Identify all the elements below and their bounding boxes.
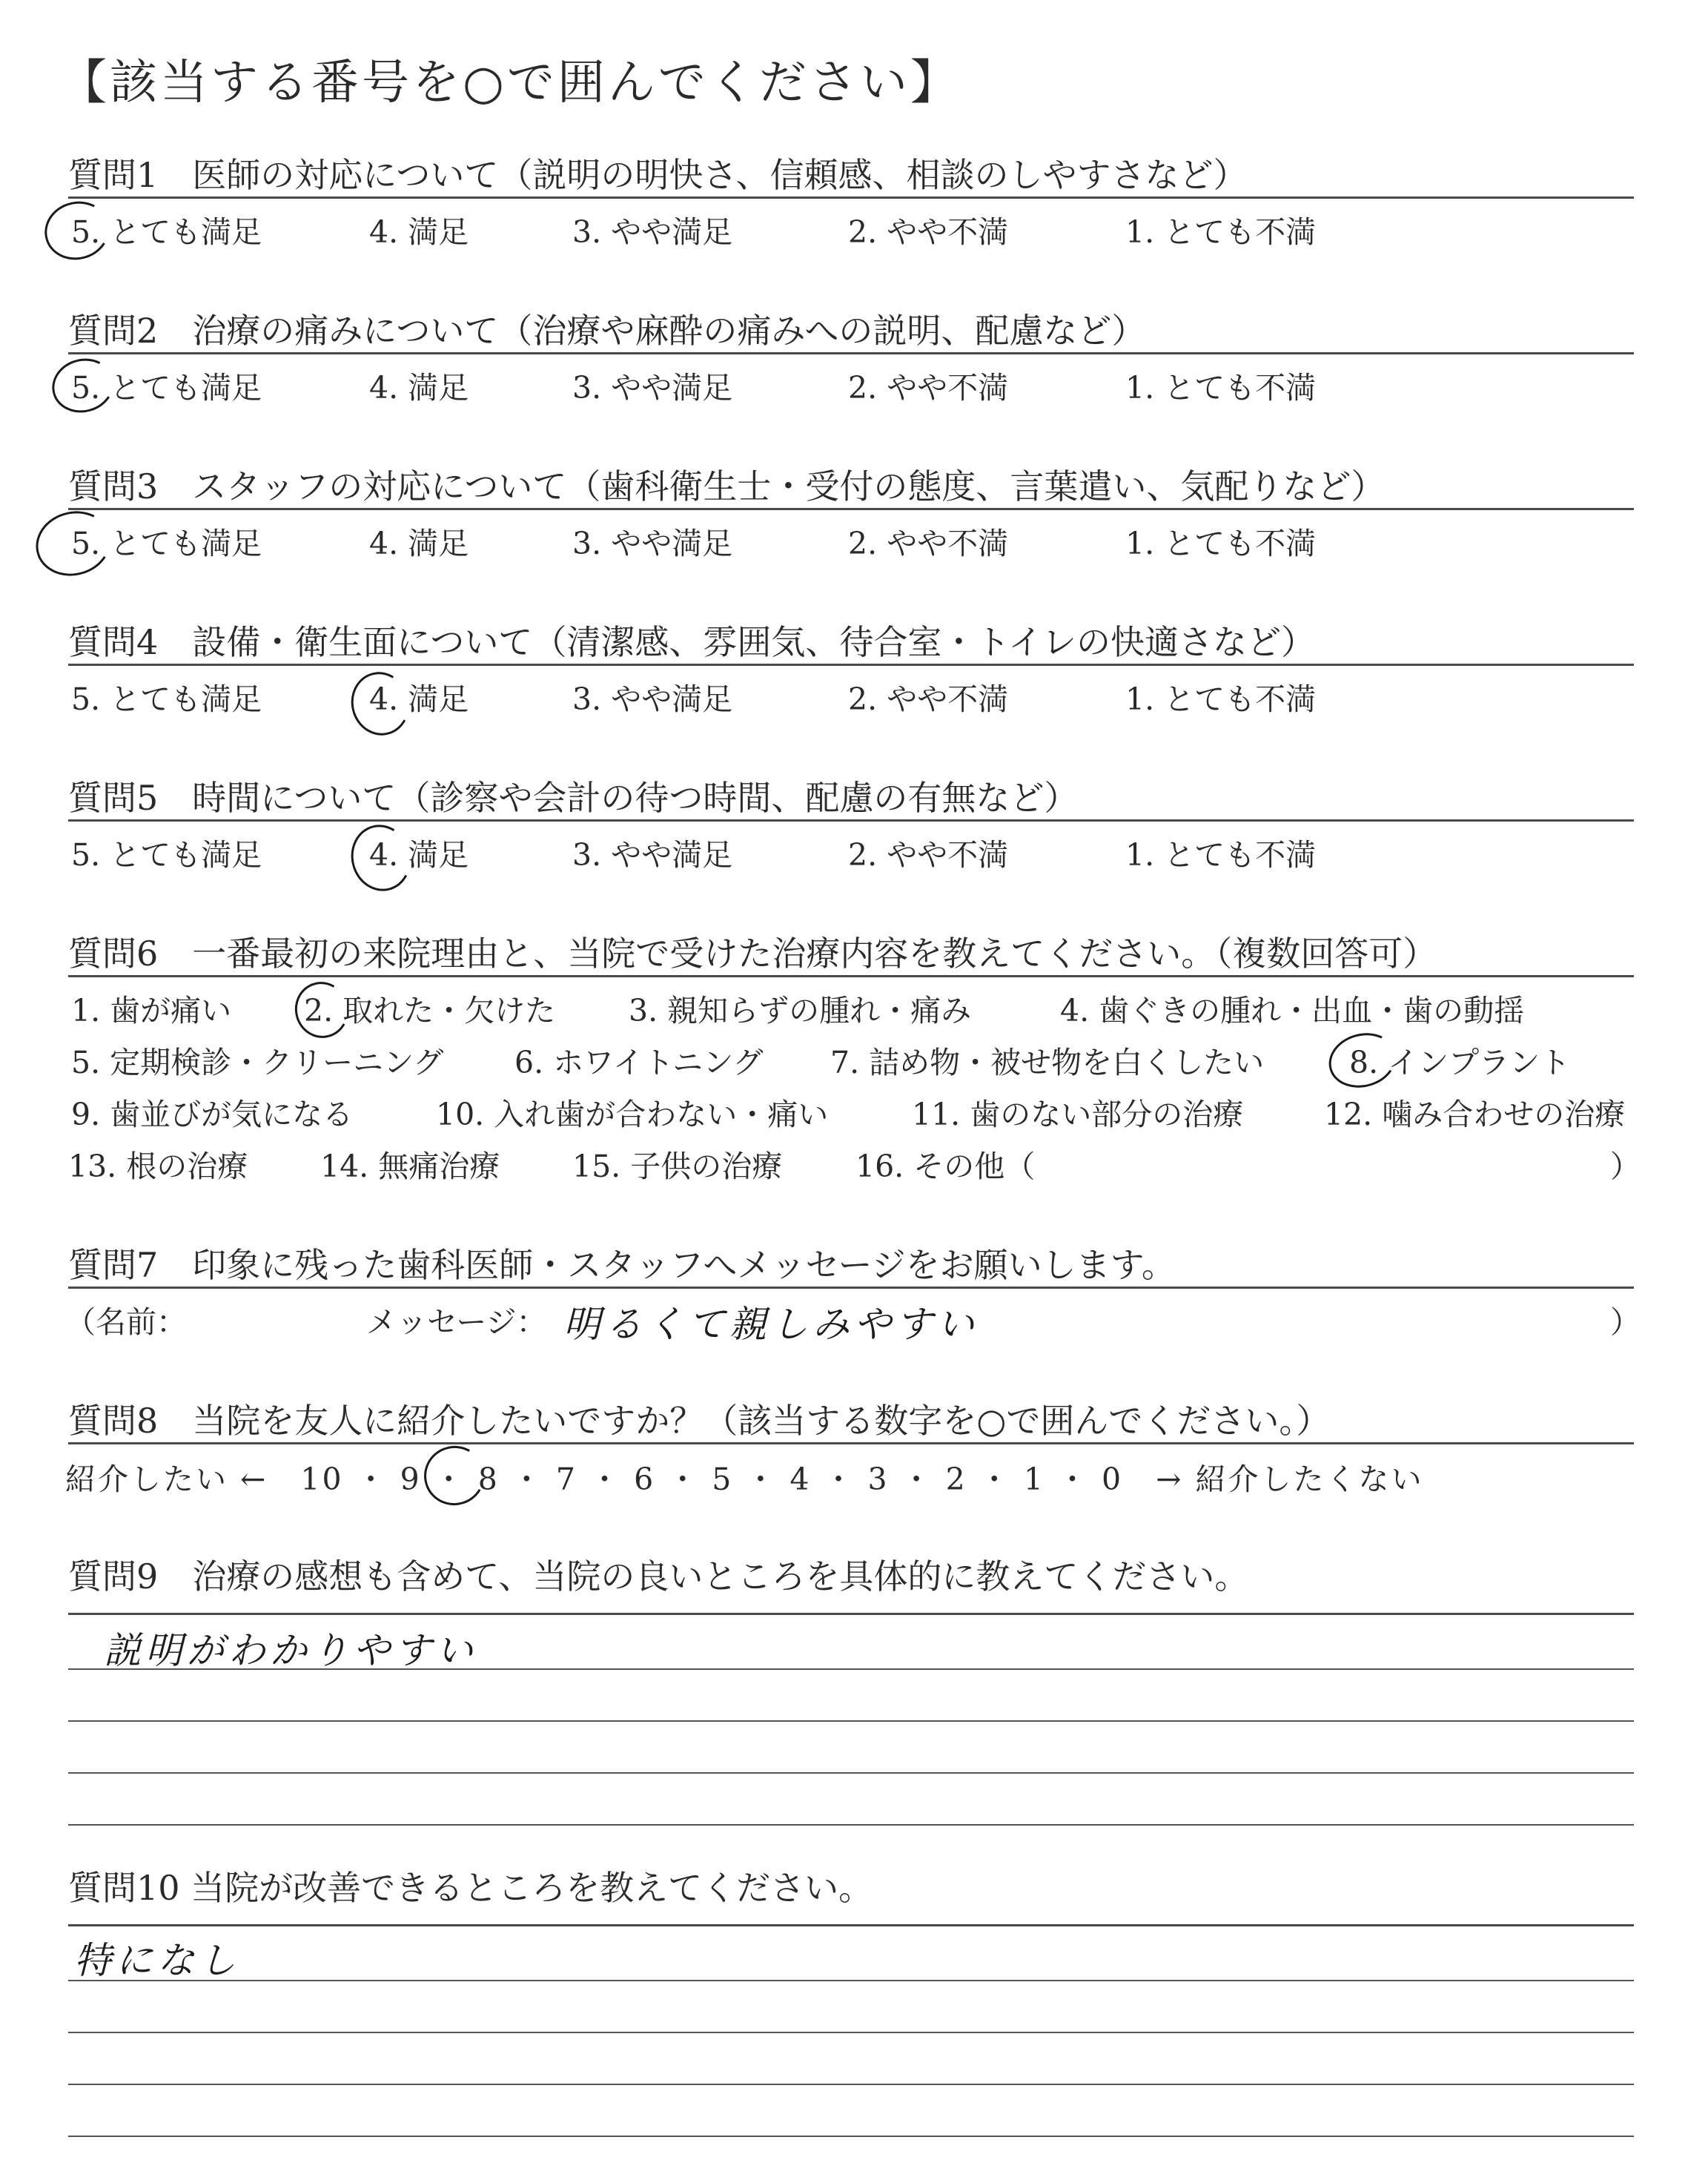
q3-option-1[interactable]: 1. とても不満 — [1125, 526, 1317, 561]
q2-option-4[interactable]: 4. 満足 — [369, 370, 469, 406]
q10-writing-line-4 — [68, 2136, 1634, 2137]
q7-title: 質問7 印象に残った歯科医師・スタッフへメッセージをお願いします。 — [68, 1245, 1176, 1285]
q6-rule — [68, 975, 1634, 977]
q5-option-3[interactable]: 3. やや満足 — [572, 837, 733, 873]
q7-rule — [68, 1287, 1634, 1289]
q5-option-1[interactable]: 1. とても不満 — [1125, 837, 1317, 873]
q6-option-5[interactable]: 5. 定期検診・クリーニング — [71, 1045, 444, 1080]
q4-title: 質問4 設備・衛生面について（清潔感、雰囲気、待合室・トイレの快適さなど） — [68, 622, 1316, 662]
q10-answer-text[interactable]: 特になし — [74, 1939, 240, 1982]
q9-answer-text[interactable]: 説明がわかりやすい — [104, 1629, 477, 1672]
q10-writing-line-2 — [68, 2032, 1634, 2033]
page-header: 【該当する番号を○で囲んでください】 — [59, 56, 961, 110]
q2-option-1[interactable]: 1. とても不満 — [1125, 370, 1317, 406]
q4-option-3[interactable]: 3. やや満足 — [572, 681, 733, 717]
q6-option-1[interactable]: 1. 歯が痛い — [71, 993, 232, 1028]
q2-option-5[interactable]: 5. とても満足 — [71, 370, 262, 406]
q6-option-10[interactable]: 10. 入れ歯が合わない・痛い — [436, 1097, 829, 1132]
q9-writing-line-2 — [68, 1720, 1634, 1722]
q6-option-15[interactable]: 15. 子供の治療 — [572, 1149, 783, 1184]
q7-close-paren: ） — [1610, 1304, 1641, 1340]
q3-option-5[interactable]: 5. とても満足 — [71, 526, 262, 561]
q3-option-4[interactable]: 4. 満足 — [369, 526, 469, 561]
q7-name-label: （名前： — [65, 1304, 187, 1340]
q8-scale[interactable]: 紹介したい ← 10 ・ 9 ・ 8 ・ 7 ・ 6 ・ 5 ・ 4 ・ 3 ・ 2 ・ 1 ・ 0 → 紹介したくない — [65, 1462, 1424, 1497]
q9-writing-line-4 — [68, 1824, 1634, 1826]
q1-option-4[interactable]: 4. 満足 — [369, 214, 469, 250]
q10-rule — [68, 1924, 1634, 1926]
q9-writing-line-1 — [68, 1668, 1634, 1670]
q3-selection-circle — [29, 503, 119, 584]
q9-title: 質問9 治療の感想も含めて、当院の良いところを具体的に教えてください。 — [68, 1556, 1249, 1596]
q9-rule — [68, 1613, 1634, 1615]
q2-rule — [68, 352, 1634, 354]
q8-title: 質問8 当院を友人に紹介したいですか？（該当する数字を○で囲んでください。） — [68, 1401, 1331, 1441]
q4-option-1[interactable]: 1. とても不満 — [1125, 681, 1317, 717]
q3-option-3[interactable]: 3. やや満足 — [572, 526, 733, 561]
q6-option-16[interactable]: 16. その他（ — [855, 1149, 1036, 1184]
q2-option-2[interactable]: 2. やや不満 — [848, 370, 1009, 406]
q3-title: 質問3 スタッフの対応について（歯科衛生士・受付の態度、言葉遣い、気配りなど） — [68, 466, 1386, 506]
q6-option-4[interactable]: 4. 歯ぐきの腫れ・出血・歯の動揺 — [1060, 993, 1525, 1028]
q6-option-8[interactable]: 8. インプラント — [1349, 1045, 1571, 1080]
q1-selection-circle — [38, 194, 116, 267]
q8-selection-circle — [417, 1439, 491, 1512]
q2-option-3[interactable]: 3. やや満足 — [572, 370, 733, 406]
q5-option-4[interactable]: 4. 満足 — [369, 837, 469, 873]
q6-option-14[interactable]: 14. 無痛治療 — [320, 1149, 500, 1184]
q1-option-1[interactable]: 1. とても不満 — [1125, 214, 1317, 250]
q10-writing-line-1 — [68, 1980, 1634, 1981]
q6-option-11[interactable]: 11. 歯のない部分の治療 — [912, 1097, 1244, 1132]
q5-option-2[interactable]: 2. やや不満 — [848, 837, 1009, 873]
q10-title: 質問10 当院が改善できるところを教えてください。 — [68, 1868, 873, 1908]
q6-option-12[interactable]: 12. 噛み合わせの治療 — [1324, 1097, 1626, 1132]
q10-writing-line-3 — [68, 2084, 1634, 2085]
q6-option-3[interactable]: 3. 親知らずの腫れ・痛み — [629, 993, 972, 1028]
q3-rule — [68, 508, 1634, 510]
q4-option-4[interactable]: 4. 満足 — [369, 681, 469, 717]
q6-title: 質問6 一番最初の来院理由と、当院で受けた治療内容を教えてください。（複数回答可） — [68, 934, 1437, 974]
q2-title: 質問2 治療の痛みについて（治療や麻酔の痛みへの説明、配慮など） — [68, 311, 1146, 351]
q6-option-9[interactable]: 9. 歯並びが気になる — [71, 1097, 354, 1132]
q2-selection-circle — [46, 351, 120, 419]
q1-rule — [68, 196, 1634, 199]
q5-rule — [68, 819, 1634, 822]
q9-writing-line-3 — [68, 1772, 1634, 1774]
q1-option-5[interactable]: 5. とても満足 — [71, 214, 262, 250]
q5-title: 質問5 時間について（診察や会計の待つ時間、配慮の有無など） — [68, 778, 1079, 818]
q6-selection-circle-8 — [1323, 1025, 1403, 1094]
q8-rule — [68, 1442, 1634, 1444]
q4-option-5[interactable]: 5. とても満足 — [71, 681, 262, 717]
q6-option-6[interactable]: 6. ホワイトニング — [514, 1045, 764, 1080]
q1-option-2[interactable]: 2. やや不満 — [848, 214, 1009, 250]
q7-message-text[interactable]: 明るくて親しみやすい — [563, 1303, 979, 1346]
q5-option-5[interactable]: 5. とても満足 — [71, 837, 262, 873]
q6-option-7[interactable]: 7. 詰め物・被せ物を白くしたい — [830, 1045, 1265, 1080]
q4-option-2[interactable]: 2. やや不満 — [848, 681, 1009, 717]
q3-option-2[interactable]: 2. やや不満 — [848, 526, 1009, 561]
q6-other-close-paren: ） — [1610, 1149, 1641, 1184]
q6-option-2[interactable]: 2. 取れた・欠けた — [304, 993, 556, 1028]
q6-option-13[interactable]: 13. 根の治療 — [68, 1149, 248, 1184]
q1-title: 質問1 医師の対応について（説明の明快さ、信頼感、相談のしやすさなど） — [68, 155, 1248, 195]
q1-option-3[interactable]: 3. やや満足 — [572, 214, 733, 250]
q4-rule — [68, 664, 1634, 666]
q7-message-label: メッセージ： — [366, 1304, 547, 1340]
